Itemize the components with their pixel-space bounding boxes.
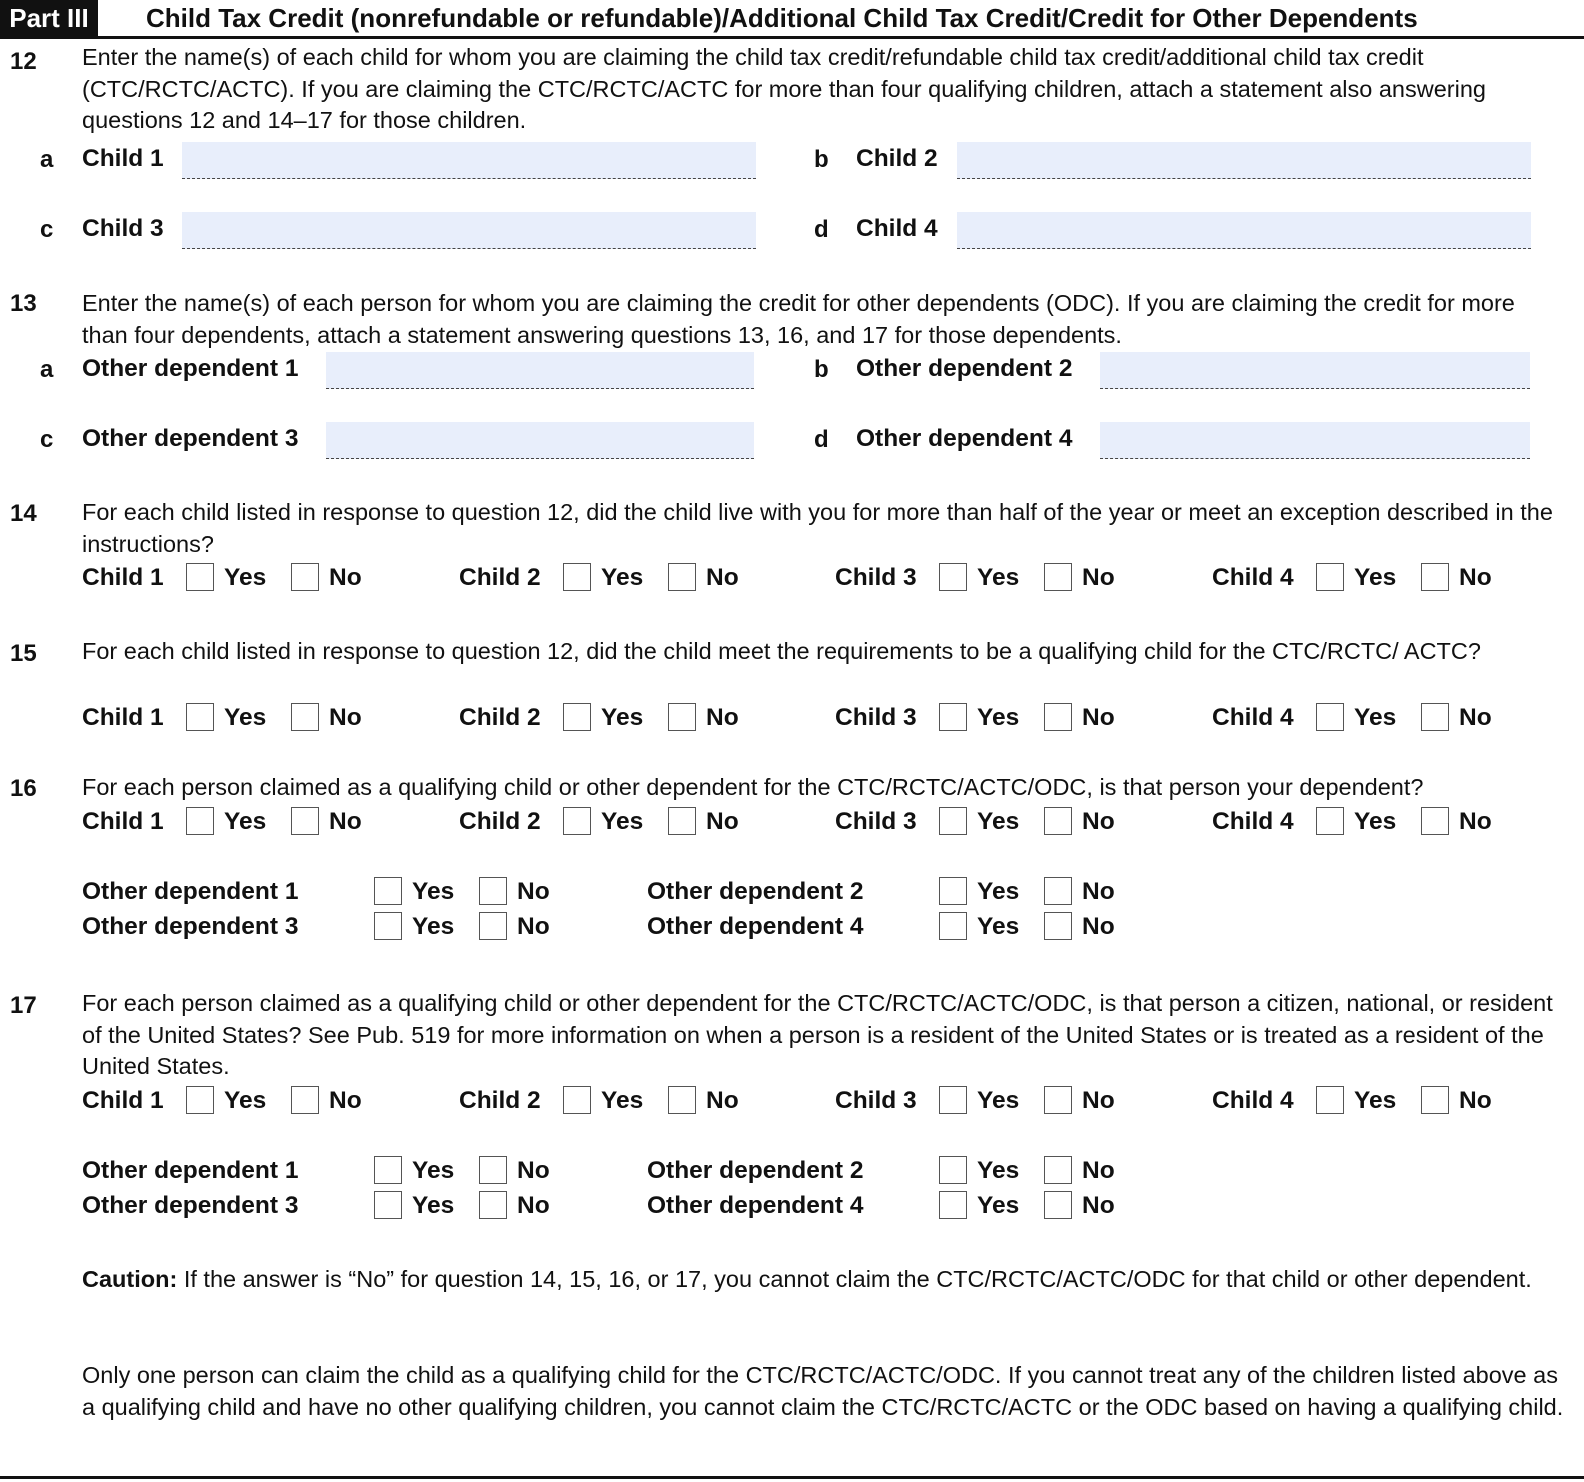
- no-label: No: [1082, 564, 1115, 591]
- child-2-no-checkbox[interactable]: [668, 703, 696, 731]
- child-label: Child 3: [835, 808, 917, 835]
- part-title: Child Tax Credit (nonrefundable or refundable)/Additional Child Tax Credit/Credit for Other Dependents: [146, 3, 1418, 33]
- yes-label: Yes: [1354, 704, 1397, 731]
- yes-label: Yes: [224, 704, 267, 731]
- child-2-no-checkbox[interactable]: [668, 1086, 696, 1114]
- child-2-yes-checkbox[interactable]: [563, 703, 591, 731]
- no-label: No: [517, 878, 550, 905]
- field-label: Other dependent 2: [856, 355, 1073, 382]
- other-dependent-4-name-input[interactable]: [1100, 422, 1530, 459]
- child-1-yes-checkbox[interactable]: [186, 563, 214, 591]
- question-number: 17: [10, 992, 37, 1019]
- no-label: No: [329, 704, 362, 731]
- no-label: No: [517, 1192, 550, 1219]
- yes-label: Yes: [977, 1157, 1020, 1184]
- dependent-label: Other dependent 3: [82, 913, 299, 940]
- other-dependent-3-name-input[interactable]: [326, 422, 754, 459]
- no-label: No: [1459, 1087, 1492, 1114]
- yes-label: Yes: [224, 564, 267, 591]
- caution-label: Caution:: [82, 1266, 178, 1292]
- child-1-no-checkbox[interactable]: [291, 563, 319, 591]
- other-dependent-2-no-checkbox[interactable]: [1044, 877, 1072, 905]
- child-1-no-checkbox[interactable]: [291, 807, 319, 835]
- other-dependent-3-yes-checkbox[interactable]: [374, 1191, 402, 1219]
- child-label: Child 4: [1212, 808, 1294, 835]
- child-3-yes-checkbox[interactable]: [939, 563, 967, 591]
- line-letter: c: [40, 426, 54, 453]
- yes-label: Yes: [412, 1157, 455, 1184]
- dependent-label: Other dependent 4: [647, 1192, 864, 1219]
- child-4-no-checkbox[interactable]: [1421, 1086, 1449, 1114]
- caution-body: If the answer is “No” for question 14, 15, 16, or 17, you cannot claim the CTC/RCTC/ACTC/ODC for that child or other dependent.: [177, 1266, 1532, 1292]
- child-4-yes-checkbox[interactable]: [1316, 807, 1344, 835]
- no-label: No: [1082, 1157, 1115, 1184]
- child-label: Child 4: [1212, 1087, 1294, 1114]
- question-number: 14: [10, 500, 37, 527]
- no-label: No: [1082, 704, 1115, 731]
- yes-label: Yes: [412, 913, 455, 940]
- line-letter: a: [40, 356, 54, 383]
- field-label: Other dependent 4: [856, 425, 1073, 452]
- yes-label: Yes: [977, 913, 1020, 940]
- child-3-no-checkbox[interactable]: [1044, 703, 1072, 731]
- line-letter: d: [814, 216, 829, 243]
- yes-label: Yes: [601, 808, 644, 835]
- child-3-yes-checkbox[interactable]: [939, 807, 967, 835]
- question-text: Enter the name(s) of each person for whom you are claiming the credit for other dependents (ODC). If you are claiming the credit for more than four dependents, attach a statement answering questions 13, 16, and 17 for those dependents.: [82, 290, 1515, 348]
- part-header: [0, 0, 1584, 39]
- child-2-yes-checkbox[interactable]: [563, 1086, 591, 1114]
- child-1-yes-checkbox[interactable]: [186, 807, 214, 835]
- child-2-yes-checkbox[interactable]: [563, 807, 591, 835]
- child-1-name-input[interactable]: [182, 142, 756, 179]
- field-label: Other dependent 1: [82, 355, 299, 382]
- yes-label: Yes: [977, 1087, 1020, 1114]
- child-label: Child 3: [835, 704, 917, 731]
- question-text: For each child listed in response to question 12, did the child meet the requirements to be a qualifying child for the CTC/RCTC/ ACTC?: [82, 638, 1481, 664]
- child-label: Child 2: [459, 564, 541, 591]
- child-3-yes-checkbox[interactable]: [939, 703, 967, 731]
- other-dependent-4-yes-checkbox[interactable]: [939, 1191, 967, 1219]
- other-dependent-3-no-checkbox[interactable]: [479, 1191, 507, 1219]
- dependent-label: Other dependent 2: [647, 1157, 864, 1184]
- field-label: Child 4: [856, 215, 938, 242]
- yes-label: Yes: [224, 808, 267, 835]
- other-dependent-1-yes-checkbox[interactable]: [374, 877, 402, 905]
- question-number: 13: [10, 290, 37, 317]
- no-label: No: [706, 704, 739, 731]
- no-label: No: [706, 1087, 739, 1114]
- child-4-no-checkbox[interactable]: [1421, 563, 1449, 591]
- child-label: Child 1: [82, 704, 164, 731]
- yes-label: Yes: [601, 564, 644, 591]
- question-text: Enter the name(s) of each child for whom you are claiming the child tax credit/refundable child tax credit/additional child tax credit (CTC/RCTC/ACTC). If you are claiming the CTC/RCTC/ACTC for more than four qualifying children, attach a statement also answering questions 12 and 14–17 for those children.: [82, 44, 1486, 133]
- child-2-yes-checkbox[interactable]: [563, 563, 591, 591]
- no-label: No: [517, 1157, 550, 1184]
- no-label: No: [517, 913, 550, 940]
- no-label: No: [1082, 878, 1115, 905]
- dependent-label: Other dependent 4: [647, 913, 864, 940]
- yes-label: Yes: [1354, 1087, 1397, 1114]
- child-label: Child 2: [459, 704, 541, 731]
- child-label: Child 1: [82, 1087, 164, 1114]
- yes-label: Yes: [224, 1087, 267, 1114]
- other-dependent-2-name-input[interactable]: [1100, 352, 1530, 389]
- question-text: For each child listed in response to question 12, did the child live with you for more than half of the year or meet an exception described in the instructions?: [82, 499, 1553, 557]
- child-3-name-input[interactable]: [182, 212, 756, 249]
- yes-label: Yes: [977, 878, 1020, 905]
- question-number: 16: [10, 775, 37, 802]
- field-label: Child 2: [856, 145, 938, 172]
- child-4-yes-checkbox[interactable]: [1316, 563, 1344, 591]
- yes-label: Yes: [977, 704, 1020, 731]
- child-1-yes-checkbox[interactable]: [186, 1086, 214, 1114]
- no-label: No: [1459, 808, 1492, 835]
- question-text: For each person claimed as a qualifying child or other dependent for the CTC/RCTC/ACTC/ODC, is that person your dependent?: [82, 774, 1424, 800]
- yes-label: Yes: [1354, 564, 1397, 591]
- line-letter: b: [814, 146, 829, 173]
- field-label: Child 1: [82, 145, 164, 172]
- child-2-no-checkbox[interactable]: [668, 563, 696, 591]
- line-letter: d: [814, 426, 829, 453]
- field-label: Child 3: [82, 215, 164, 242]
- no-label: No: [706, 808, 739, 835]
- yes-label: Yes: [1354, 808, 1397, 835]
- other-dependent-1-no-checkbox[interactable]: [479, 1156, 507, 1184]
- no-label: No: [329, 564, 362, 591]
- child-4-yes-checkbox[interactable]: [1316, 1086, 1344, 1114]
- no-label: No: [706, 564, 739, 591]
- yes-label: Yes: [977, 808, 1020, 835]
- no-label: No: [1082, 1192, 1115, 1219]
- dependent-label: Other dependent 2: [647, 878, 864, 905]
- no-label: No: [329, 1087, 362, 1114]
- line-letter: a: [40, 146, 54, 173]
- child-label: Child 1: [82, 808, 164, 835]
- other-dependent-1-no-checkbox[interactable]: [479, 877, 507, 905]
- child-label: Child 2: [459, 808, 541, 835]
- other-dependent-3-yes-checkbox[interactable]: [374, 912, 402, 940]
- other-dependent-4-no-checkbox[interactable]: [1044, 1191, 1072, 1219]
- yes-label: Yes: [601, 704, 644, 731]
- caution-text: [82, 1264, 1532, 1296]
- other-dependent-4-no-checkbox[interactable]: [1044, 912, 1072, 940]
- other-dependent-2-yes-checkbox[interactable]: [939, 1156, 967, 1184]
- child-4-name-input[interactable]: [957, 212, 1531, 249]
- child-label: Child 4: [1212, 704, 1294, 731]
- child-4-no-checkbox[interactable]: [1421, 807, 1449, 835]
- no-label: No: [1459, 704, 1492, 731]
- yes-label: Yes: [412, 878, 455, 905]
- other-dependent-2-no-checkbox[interactable]: [1044, 1156, 1072, 1184]
- other-dependent-4-yes-checkbox[interactable]: [939, 912, 967, 940]
- child-4-no-checkbox[interactable]: [1421, 703, 1449, 731]
- line-letter: c: [40, 216, 54, 243]
- child-3-no-checkbox[interactable]: [1044, 1086, 1072, 1114]
- note-text: Only one person can claim the child as a qualifying child for the CTC/RCTC/ACTC/ODC. If you cannot treat any of the children listed above as a qualifying child and have no other qualifying children, you cannot claim the CTC/RCTC/ACTC or the ODC based on having a qualifying child.: [82, 1362, 1564, 1420]
- field-label: Other dependent 3: [82, 425, 299, 452]
- child-3-no-checkbox[interactable]: [1044, 807, 1072, 835]
- child-label: Child 1: [82, 564, 164, 591]
- child-2-no-checkbox[interactable]: [668, 807, 696, 835]
- yes-label: Yes: [977, 1192, 1020, 1219]
- child-label: Child 2: [459, 1087, 541, 1114]
- yes-label: Yes: [601, 1087, 644, 1114]
- other-dependent-2-yes-checkbox[interactable]: [939, 877, 967, 905]
- child-3-no-checkbox[interactable]: [1044, 563, 1072, 591]
- child-1-yes-checkbox[interactable]: [186, 703, 214, 731]
- child-label: Child 3: [835, 564, 917, 591]
- child-3-yes-checkbox[interactable]: [939, 1086, 967, 1114]
- line-letter: b: [814, 356, 829, 383]
- other-dependent-3-no-checkbox[interactable]: [479, 912, 507, 940]
- other-dependent-1-name-input[interactable]: [326, 352, 754, 389]
- dependent-label: Other dependent 1: [82, 1157, 299, 1184]
- question-number: 12: [10, 48, 37, 75]
- dependent-label: Other dependent 1: [82, 878, 299, 905]
- part-label: Part III: [0, 0, 98, 36]
- other-dependent-1-yes-checkbox[interactable]: [374, 1156, 402, 1184]
- bottom-rule: [0, 1476, 1584, 1479]
- no-label: No: [1082, 1087, 1115, 1114]
- child-4-yes-checkbox[interactable]: [1316, 703, 1344, 731]
- child-label: Child 3: [835, 1087, 917, 1114]
- child-2-name-input[interactable]: [957, 142, 1531, 179]
- no-label: No: [329, 808, 362, 835]
- child-1-no-checkbox[interactable]: [291, 703, 319, 731]
- dependent-label: Other dependent 3: [82, 1192, 299, 1219]
- question-text: For each person claimed as a qualifying child or other dependent for the CTC/RCTC/ACTC/ODC, is that person a citizen, national, or resident of the United States? See Pub. 519 for more information on when a person is a resident of the United States or is treated as a resident of the United States.: [82, 990, 1553, 1079]
- no-label: No: [1082, 913, 1115, 940]
- child-label: Child 4: [1212, 564, 1294, 591]
- question-number: 15: [10, 640, 37, 667]
- no-label: No: [1459, 564, 1492, 591]
- child-1-no-checkbox[interactable]: [291, 1086, 319, 1114]
- no-label: No: [1082, 808, 1115, 835]
- yes-label: Yes: [412, 1192, 455, 1219]
- yes-label: Yes: [977, 564, 1020, 591]
